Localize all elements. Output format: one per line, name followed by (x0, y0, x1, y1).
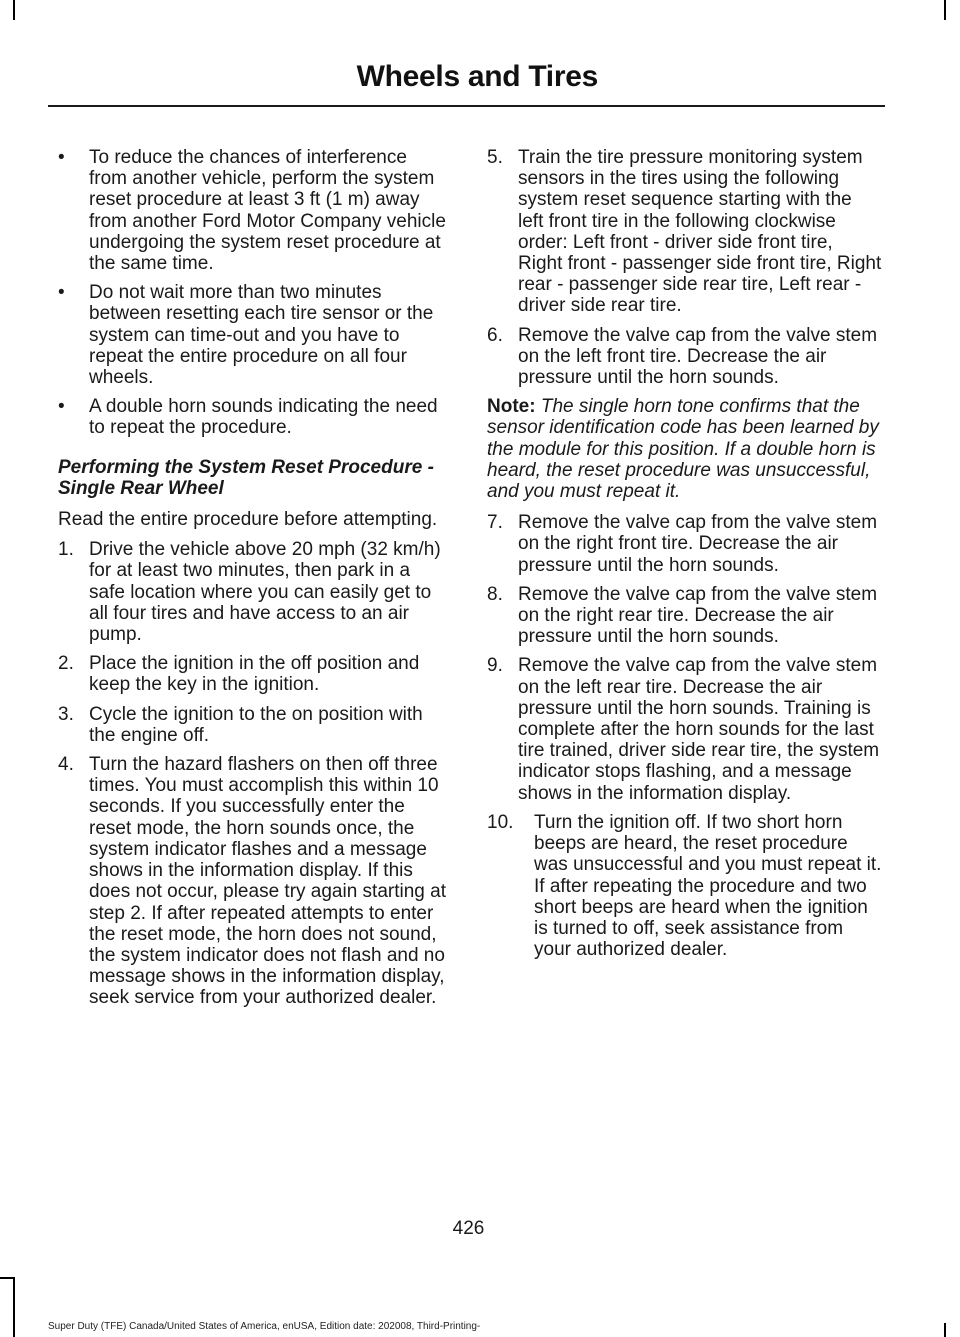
section-heading: Performing the System Reset Procedure - Single Rear Wheel (58, 456, 434, 499)
right-column (487, 147, 882, 968)
step-text: Cycle the ignition to the on position with the engine off. (89, 703, 423, 746)
step-text: Drive the vehicle above 20 mph (32 km/h) for at least two minutes, then park in a safe location where you can easily get to all four tires and have access to an air pump. (89, 539, 441, 646)
bullet-text: Do not wait more than two minutes between resetting each tire sensor or the system can time-out and you have to repeat the entire procedure on all four wheels. (89, 282, 434, 389)
left-column (58, 147, 450, 1017)
step-text: Turn the hazard flashers on then off three times. You must accomplish this within 10 seconds. If you successfully enter the reset mode, the horn sounds once, the system indicator flashes and a message shows in the information display. If this does not occur, please try again starting at step 2. If after repeated attempts to enter the reset mode, the horn does not sound, the system indicator does not flash and no message shows in the information display, seek service from your authorized dealer. (89, 754, 446, 1009)
note-text: The single horn tone confirms that the sensor identification code has been learned by the module for this position. If a double horn is heard, the reset procedure was unsuccessful, and you must repeat it. (487, 396, 879, 503)
header-divider (48, 105, 885, 107)
bullet-text: To reduce the chances of interference from another vehicle, perform the system reset procedure at least 3 ft (1 m) away from another Ford Motor Company vehicle undergoing the system reset procedure at the same time. (89, 147, 446, 275)
step-text: Remove the valve cap from the valve stem on the left front tire. Decrease the air pressure until the horn sounds. (518, 324, 878, 389)
step-item (487, 325, 882, 389)
step-number: 8. (487, 583, 503, 605)
step-number: 3. (58, 703, 74, 725)
step-number: 9. (487, 655, 503, 677)
step-item (58, 539, 450, 645)
page-title: Wheels and Tires (356, 60, 598, 93)
step-text: Turn the ignition off. If two short horn beeps are heard, the reset procedure was unsuccessful and you must repeat it. If after repeating the procedure and two short beeps are heard when the ignition is turned to off, seek assistance from your authorized dealer. (534, 811, 882, 961)
list-item (58, 396, 450, 438)
step-number: 7. (487, 512, 503, 534)
step-item (58, 754, 450, 1008)
crop-mark-top-left-vertical (13, 0, 15, 20)
bullet-text: A double horn sounds indicating the need to repeat the procedure. (89, 396, 438, 439)
note-paragraph (487, 396, 882, 502)
crop-mark-bottom-right-vertical (944, 1323, 946, 1337)
step-item (487, 147, 882, 317)
step-text: Remove the valve cap from the valve stem on the left rear tire. Decrease the air pressure until the horn sounds. Training is complete after the horn sounds for the last tire trained, driver side rear tire, the system indicator stops flashing, and a message shows in the information display. (518, 655, 880, 804)
step-item (58, 704, 450, 746)
step-item (487, 812, 882, 960)
intro-paragraph: Read the entire procedure before attempting. (58, 509, 438, 531)
step-text: Remove the valve cap from the valve stem on the right rear tire. Decrease the air pressure until the horn sounds. (518, 583, 878, 648)
step-number: 1. (58, 539, 74, 561)
bullet-marker: • (58, 396, 65, 418)
step-number: 10. (487, 811, 514, 833)
step-number: 2. (58, 653, 74, 675)
step-item (58, 653, 450, 695)
step-item (487, 584, 882, 648)
step-text: Train the tire pressure monitoring system sensors in the tires using the following system reset sequence starting with the left front tire in the following clockwise order: Left front - driver side front tire, Right front - passenger side front tire, Right rear - passenger side rear tire, Left rear - driver side rear tire. (518, 147, 882, 317)
page-number: 426 (452, 1218, 485, 1239)
crop-mark-bottom-left-horizontal (0, 1277, 15, 1279)
step-text: Place the ignition in the off position and keep the key in the ignition. (89, 653, 420, 696)
footer-edition-info: Super Duty (TFE) Canada/United States of America, enUSA, Edition date: 202008, Third-Printing- (48, 1321, 481, 1332)
step-number: 6. (487, 324, 503, 346)
note-label: Note: (487, 396, 536, 418)
list-item (58, 147, 450, 274)
crop-mark-bottom-left-vertical (13, 1277, 15, 1337)
step-item (487, 655, 882, 803)
crop-mark-top-right-vertical (944, 0, 946, 20)
bullet-marker: • (58, 147, 65, 168)
step-number: 4. (58, 754, 74, 776)
step-text: Remove the valve cap from the valve stem on the right front tire. Decrease the air pressure until the horn sounds. (518, 512, 878, 576)
list-item (58, 282, 450, 388)
bullet-marker: • (58, 282, 65, 304)
step-item (487, 512, 882, 576)
step-number: 5. (487, 147, 503, 168)
